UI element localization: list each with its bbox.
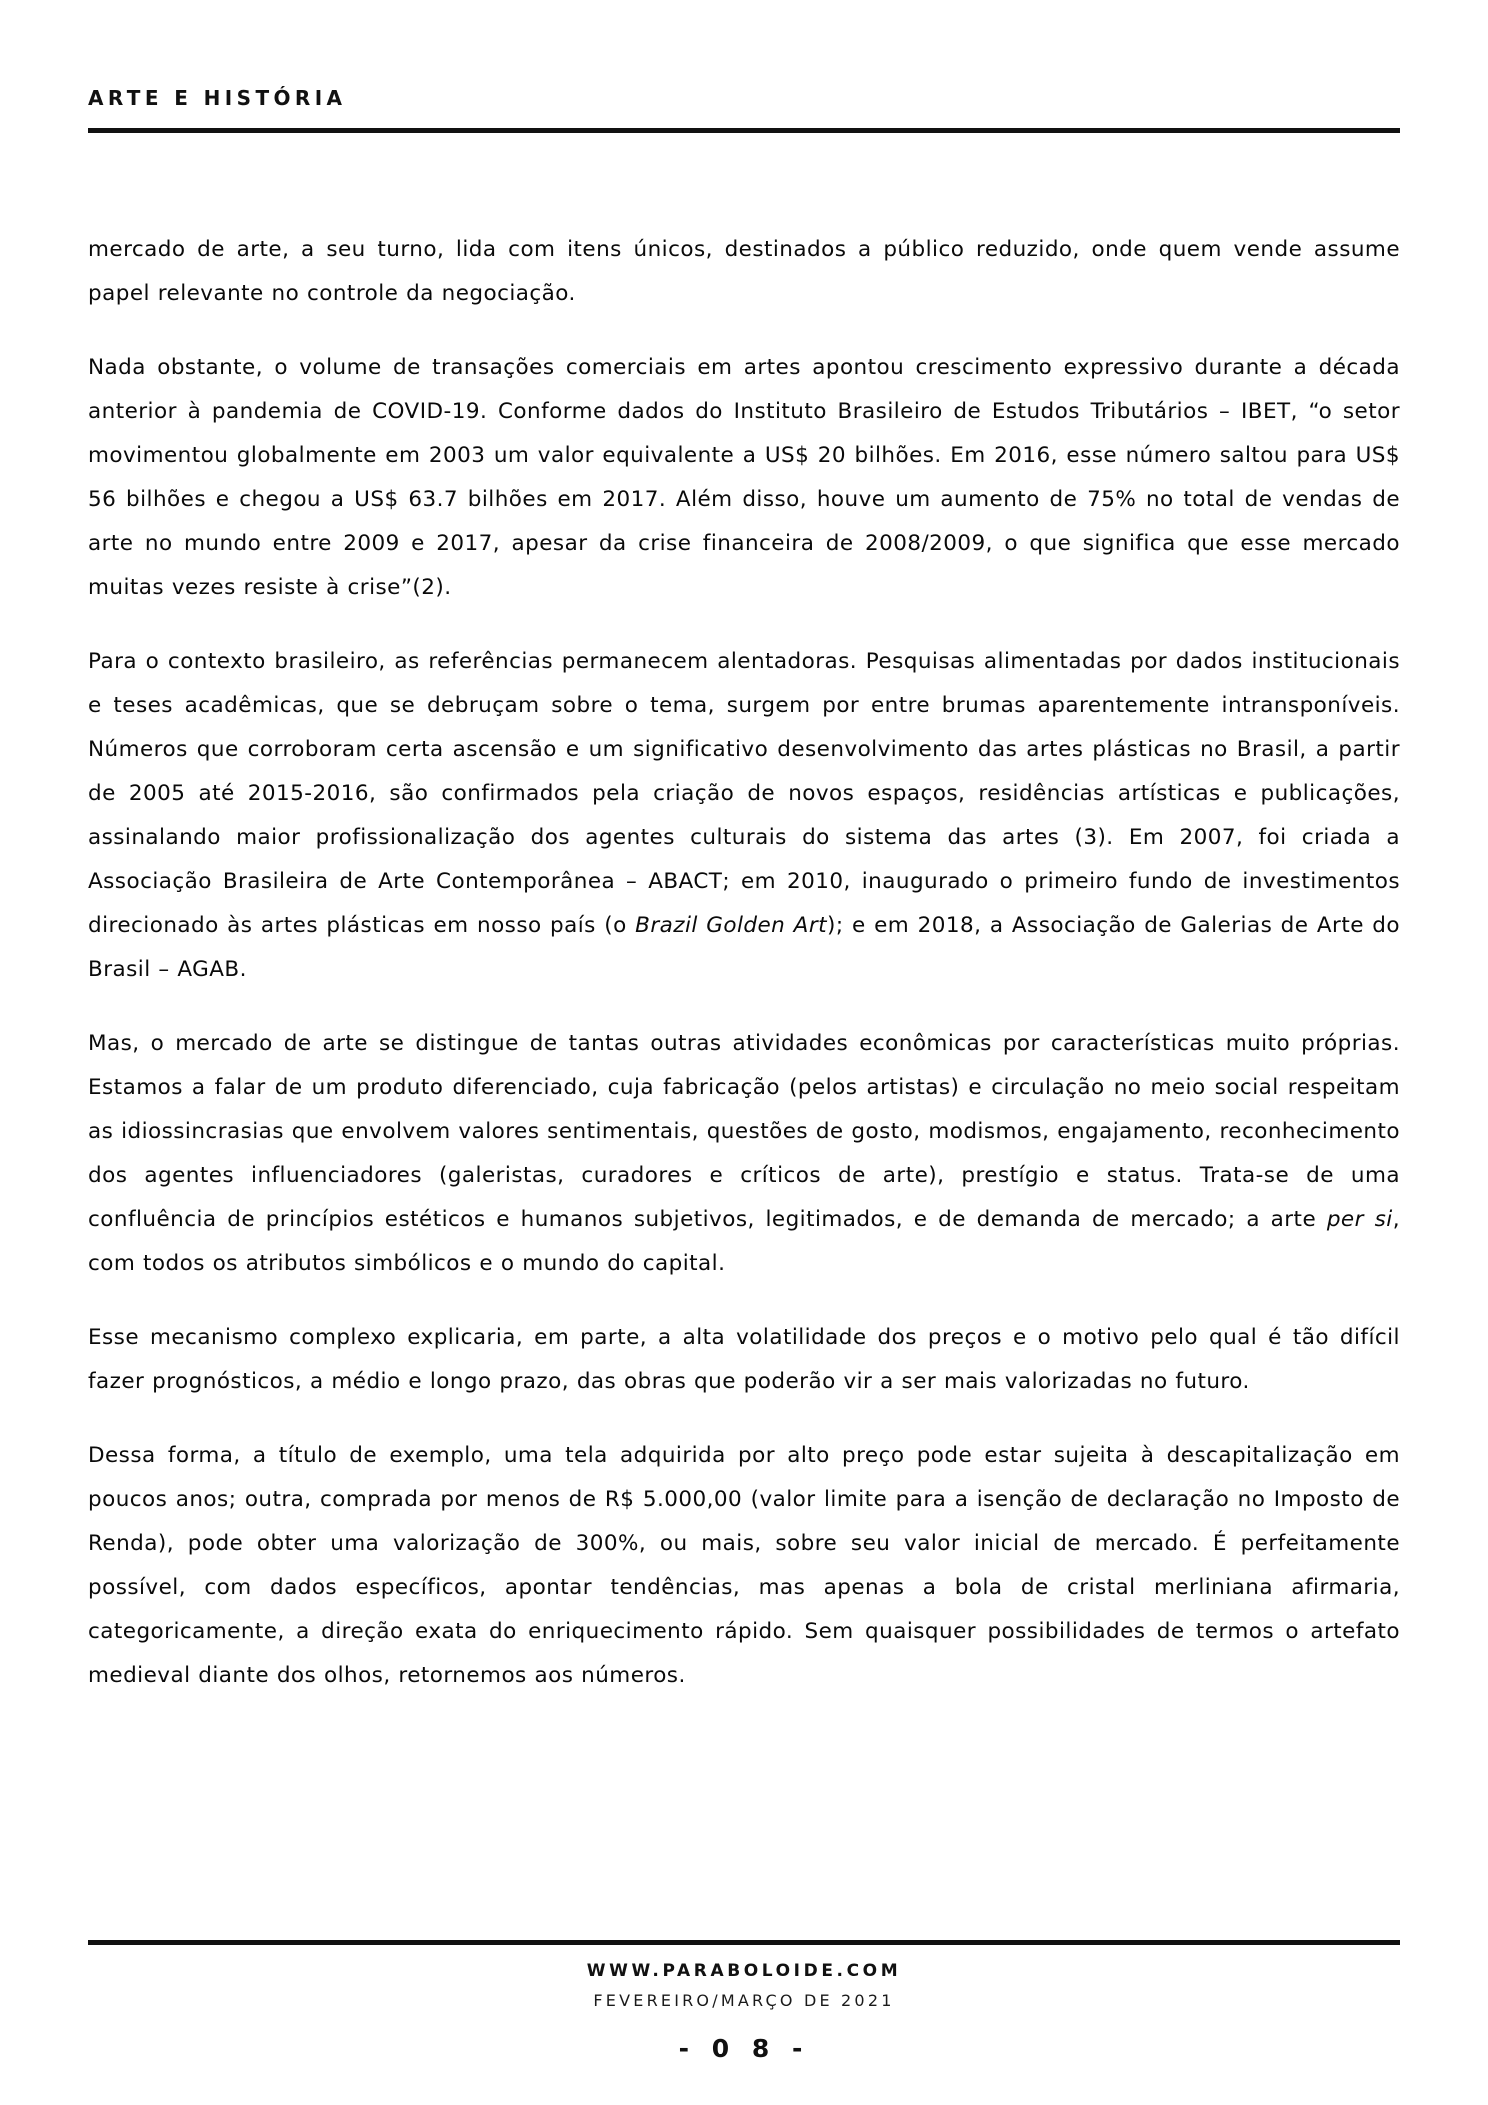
- paragraph-exemplo-tela: Dessa forma, a título de exemplo, uma tela adquirida por alto preço pode estar sujeita à descapitalização em poucos anos; outra, comprada por menos de R$ 5.000,00 (valor limite para a isenção de declaração no Imposto de Renda), pode obter uma valorização de 300%, ou mais, sobre seu valor inicial de mercado. É perfeitamente possível, com dados específicos, apontar tendências, mas apenas a bola de cristal merliniana afirmaria, categoricamente, a direção exata do enriquecimento rápido. Sem quaisquer possibilidades de termos o artefato medieval diante dos olhos, retornemos aos números.: [88, 1443, 1400, 1688]
- paragraph-mercado-caracteristicas: [88, 1022, 1400, 1286]
- footer-divider: [88, 1940, 1400, 1945]
- footer-issue-date: FEVEREIRO/MARÇO DE 2021: [593, 1991, 895, 2010]
- paragraph-volatilidade: Esse mecanismo complexo explicaria, em parte, a alta volatilidade dos preços e o motivo pelo qual é tão difícil fazer prognósticos, a médio e longo prazo, das obras que poderão vir a ser mais valorizadas no futuro.: [88, 1325, 1400, 1394]
- paragraph-ibet-data: Nada obstante, o volume de transações comerciais em artes apontou crescimento expressivo durante a década anterior à pandemia de COVID-19. Conforme dados do Instituto Brasileiro de Estudos Tributários – IBET, “o setor movimentou globalmente em 2003 um valor equivalente a US$ 20 bilhões. Em 2016, esse número saltou para US$ 56 bilhões e chegou a US$ 63.7 bilhões em 2017. Além disso, houve um aumento de 75% no total de vendas de arte no mundo entre 2009 e 2017, apesar da crise financeira de 2008/2009, o que significa que esse mercado muitas vezes resiste à crise”(2).: [88, 355, 1400, 600]
- article-body: [88, 228, 1400, 1698]
- page-footer: [88, 1956, 1400, 2072]
- section-title: ARTE E HISTÓRIA: [88, 86, 347, 110]
- header-divider: [88, 128, 1400, 133]
- paragraph-brasil-context: [88, 640, 1400, 992]
- fund-name-italic: Brazil Golden Art: [635, 913, 828, 938]
- paragraph-mercado-text-start: Mas, o mercado de arte se distingue de tantas outras atividades econômicas por características muito próprias. Estamos a falar de um produto diferenciado, cuja fabricação (pelos artistas) e circulação no meio social respeitam as idiossincrasias que envolvem valores sentimentais, questões de gosto, modismos, engajamento, reconhecimento dos agentes influenciadores (galeristas, curadores e críticos de arte), prestígio e status. Trata-se de uma confluência de princípios estéticos e humanos subjetivos, legitimados, e de demanda de mercado; a arte: [88, 1031, 1400, 1232]
- footer-page-number: - 0 8 -: [678, 2034, 810, 2063]
- per-si-italic: per si: [1326, 1207, 1393, 1232]
- page-header: [88, 88, 1400, 108]
- paragraph-brasil-text-end: ); e em 2018, a Associação de Galerias de Arte do Brasil – AGAB.: [88, 913, 1401, 982]
- paragraph-brasil-text-start: Para o contexto brasileiro, as referências permanecem alentadoras. Pesquisas alimentadas por dados institucionais e teses acadêmicas, que se debruçam sobre o tema, surgem por entre brumas aparentemente intransponíveis. Números que corroboram certa ascensão e um significativo desenvolvimento das artes plásticas no Brasil, a partir de 2005 até 2015-2016, são confirmados pela criação de novos espaços, residências artísticas e publicações, assinalando maior profissionalização dos agentes culturais do sistema das artes (3). Em 2007, foi criada a Associação Brasileira de Arte Contemporânea – ABACT; em 2010, inaugurado o primeiro fundo de investimentos direcionado às artes plásticas em nosso país (o: [88, 649, 1400, 938]
- footer-website[interactable]: WWW.PARABOLOIDE.COM: [586, 1961, 902, 1981]
- paragraph-mercado-text-end: , com todos os atributos simbólicos e o mundo do capital.: [88, 1207, 1400, 1276]
- paragraph-intro: mercado de arte, a seu turno, lida com itens únicos, destinados a público reduzido, onde quem vende assume papel relevante no controle da negociação.: [88, 237, 1400, 306]
